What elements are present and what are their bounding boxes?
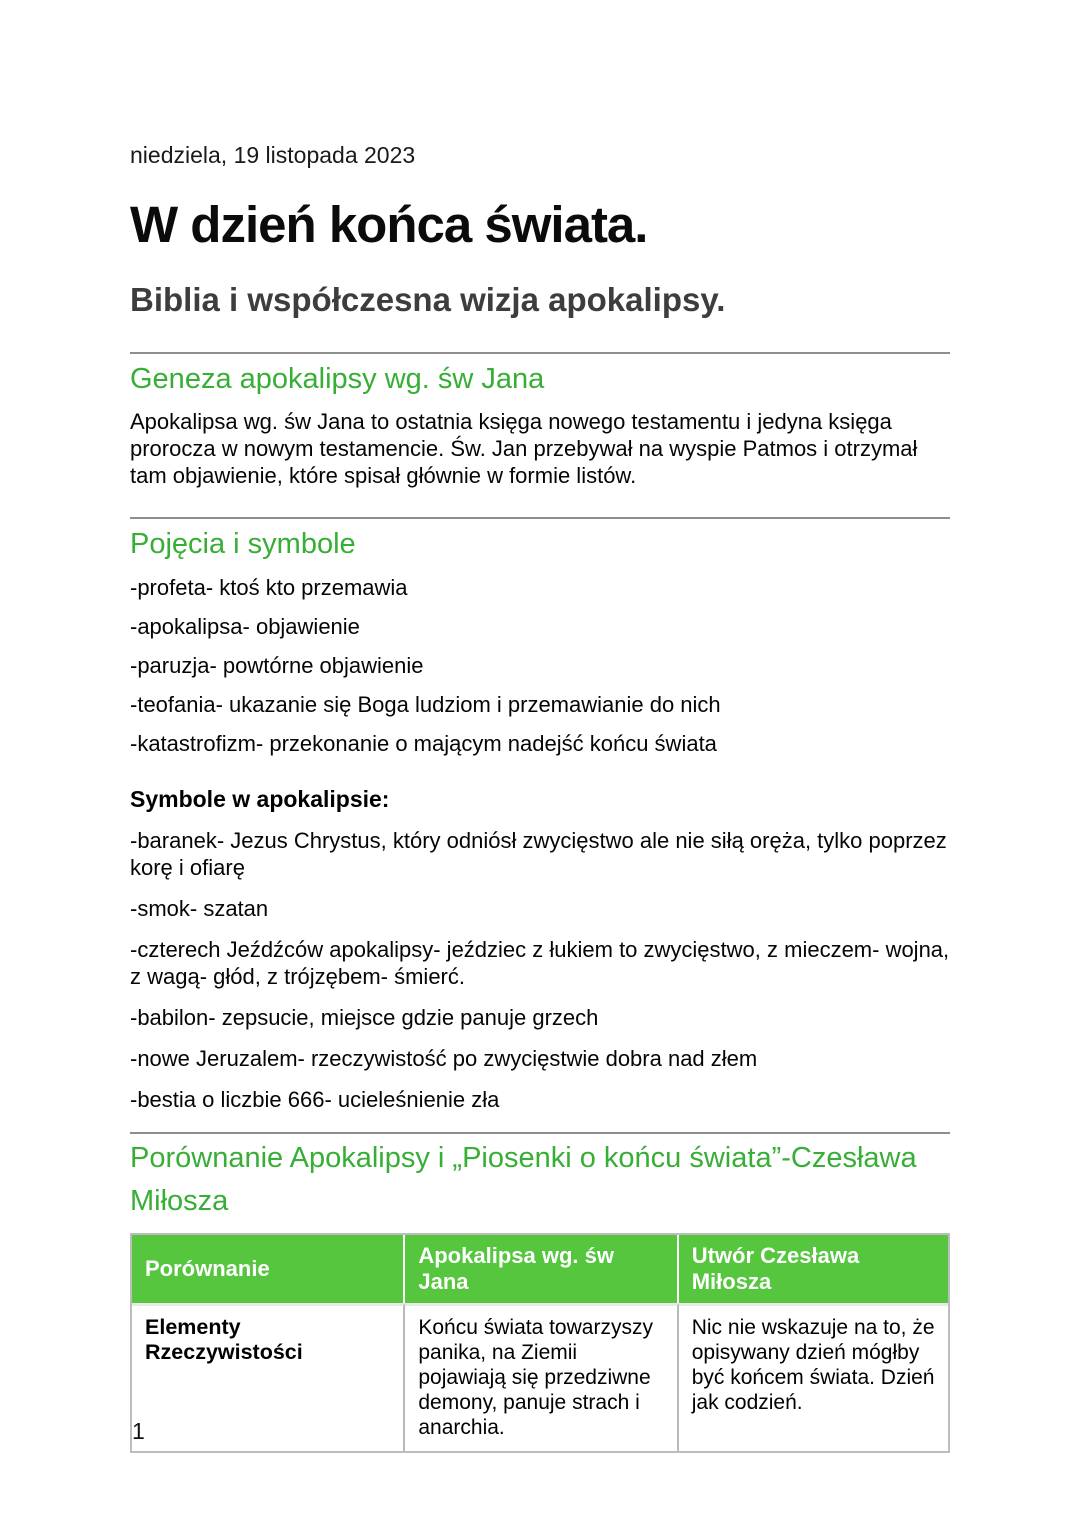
comparison-table xyxy=(130,1233,950,1453)
section-divider xyxy=(130,1132,950,1134)
list-item-czterech-jezdzcow: -czterech Jeźdźców apokalipsy- jeździec z łukiem to zwycięstwo, z mieczem- wojna, z wagą- głód, z trójzębem- śmierć. xyxy=(130,937,950,989)
spacer xyxy=(130,1113,950,1132)
page-title: W dzień końca świata. xyxy=(130,196,648,253)
list-item-profeta: -profeta- ktoś kto przemawia xyxy=(130,575,408,600)
section-heading-geneza: Geneza apokalipsy wg. św Jana xyxy=(130,363,545,395)
list-item-babilon: -babilon- zepsucie, miejsce gdzie panuje grzech xyxy=(130,1005,599,1030)
list-item-baranek: -baranek- Jezus Chrystus, który odniósł zwycięstwo ale nie siłą oręża, tylko poprzez korę i ofiarę xyxy=(130,828,947,880)
table-row xyxy=(132,1303,948,1451)
section-divider xyxy=(130,352,950,354)
table-cell-utwor: Nic nie wskazuje na to, że opisywany dzień mógłby być końcem świata. Dzień jak codzień. xyxy=(679,1303,948,1451)
subheading-symbole: Symbole w apokalipsie: xyxy=(130,786,390,812)
table-header-porownanie: Porównanie xyxy=(132,1235,405,1303)
symbols-list xyxy=(130,827,950,1113)
section-heading-pojecia: Pojęcia i symbole xyxy=(130,528,356,560)
list-item-apokalipsa: -apokalipsa- objawienie xyxy=(130,614,360,639)
definitions-list xyxy=(130,574,950,757)
table-cell-row-label: Elementy Rzeczywistości xyxy=(132,1303,405,1451)
list-item-paruzja: -paruzja- powtórne objawienie xyxy=(130,653,424,678)
date-line: niedziela, 19 listopada 2023 xyxy=(130,142,416,168)
list-item-nowe-jeruzalem: -nowe Jeruzalem- rzeczywistość po zwycięstwie dobra nad złem xyxy=(130,1046,758,1071)
table-header-utwor: Utwór Czesława Miłosza xyxy=(679,1235,948,1303)
page-subtitle: Biblia i współczesna wizja apokalipsy. xyxy=(130,281,726,318)
paragraph-geneza: Apokalipsa wg. św Jana to ostatnia księga nowego testamentu i jedyna księga prorocza w nowym testamencie. Św. Jan przebywał na wyspie Patmos i otrzymał tam objawienie, które spisał głównie w formie listów. xyxy=(130,409,918,488)
section-divider xyxy=(130,517,950,519)
table-header-row xyxy=(132,1235,948,1303)
list-item-bestia-666: -bestia o liczbie 666- ucieleśnienie zła xyxy=(130,1087,500,1112)
list-item-smok: -smok- szatan xyxy=(130,896,269,921)
list-item-katastrofizm: -katastrofizm- przekonanie o mającym nadejść końcu świata xyxy=(130,731,717,756)
table-cell-apokalipsa: Końcu świata towarzyszy panika, na Ziemii pojawiają się przedziwne demony, panuje strach i anarchia. xyxy=(405,1303,678,1451)
list-item-teofania: -teofania- ukazanie się Boga ludziom i przemawianie do nich xyxy=(130,692,721,717)
section-heading-porownanie: Porównanie Apokalipsy i „Piosenki o końcu świata”-Czesława Miłosza xyxy=(130,1142,917,1217)
table-header-apokalipsa: Apokalipsa wg. św Jana xyxy=(405,1235,678,1303)
page-number: 1 xyxy=(132,1418,145,1444)
